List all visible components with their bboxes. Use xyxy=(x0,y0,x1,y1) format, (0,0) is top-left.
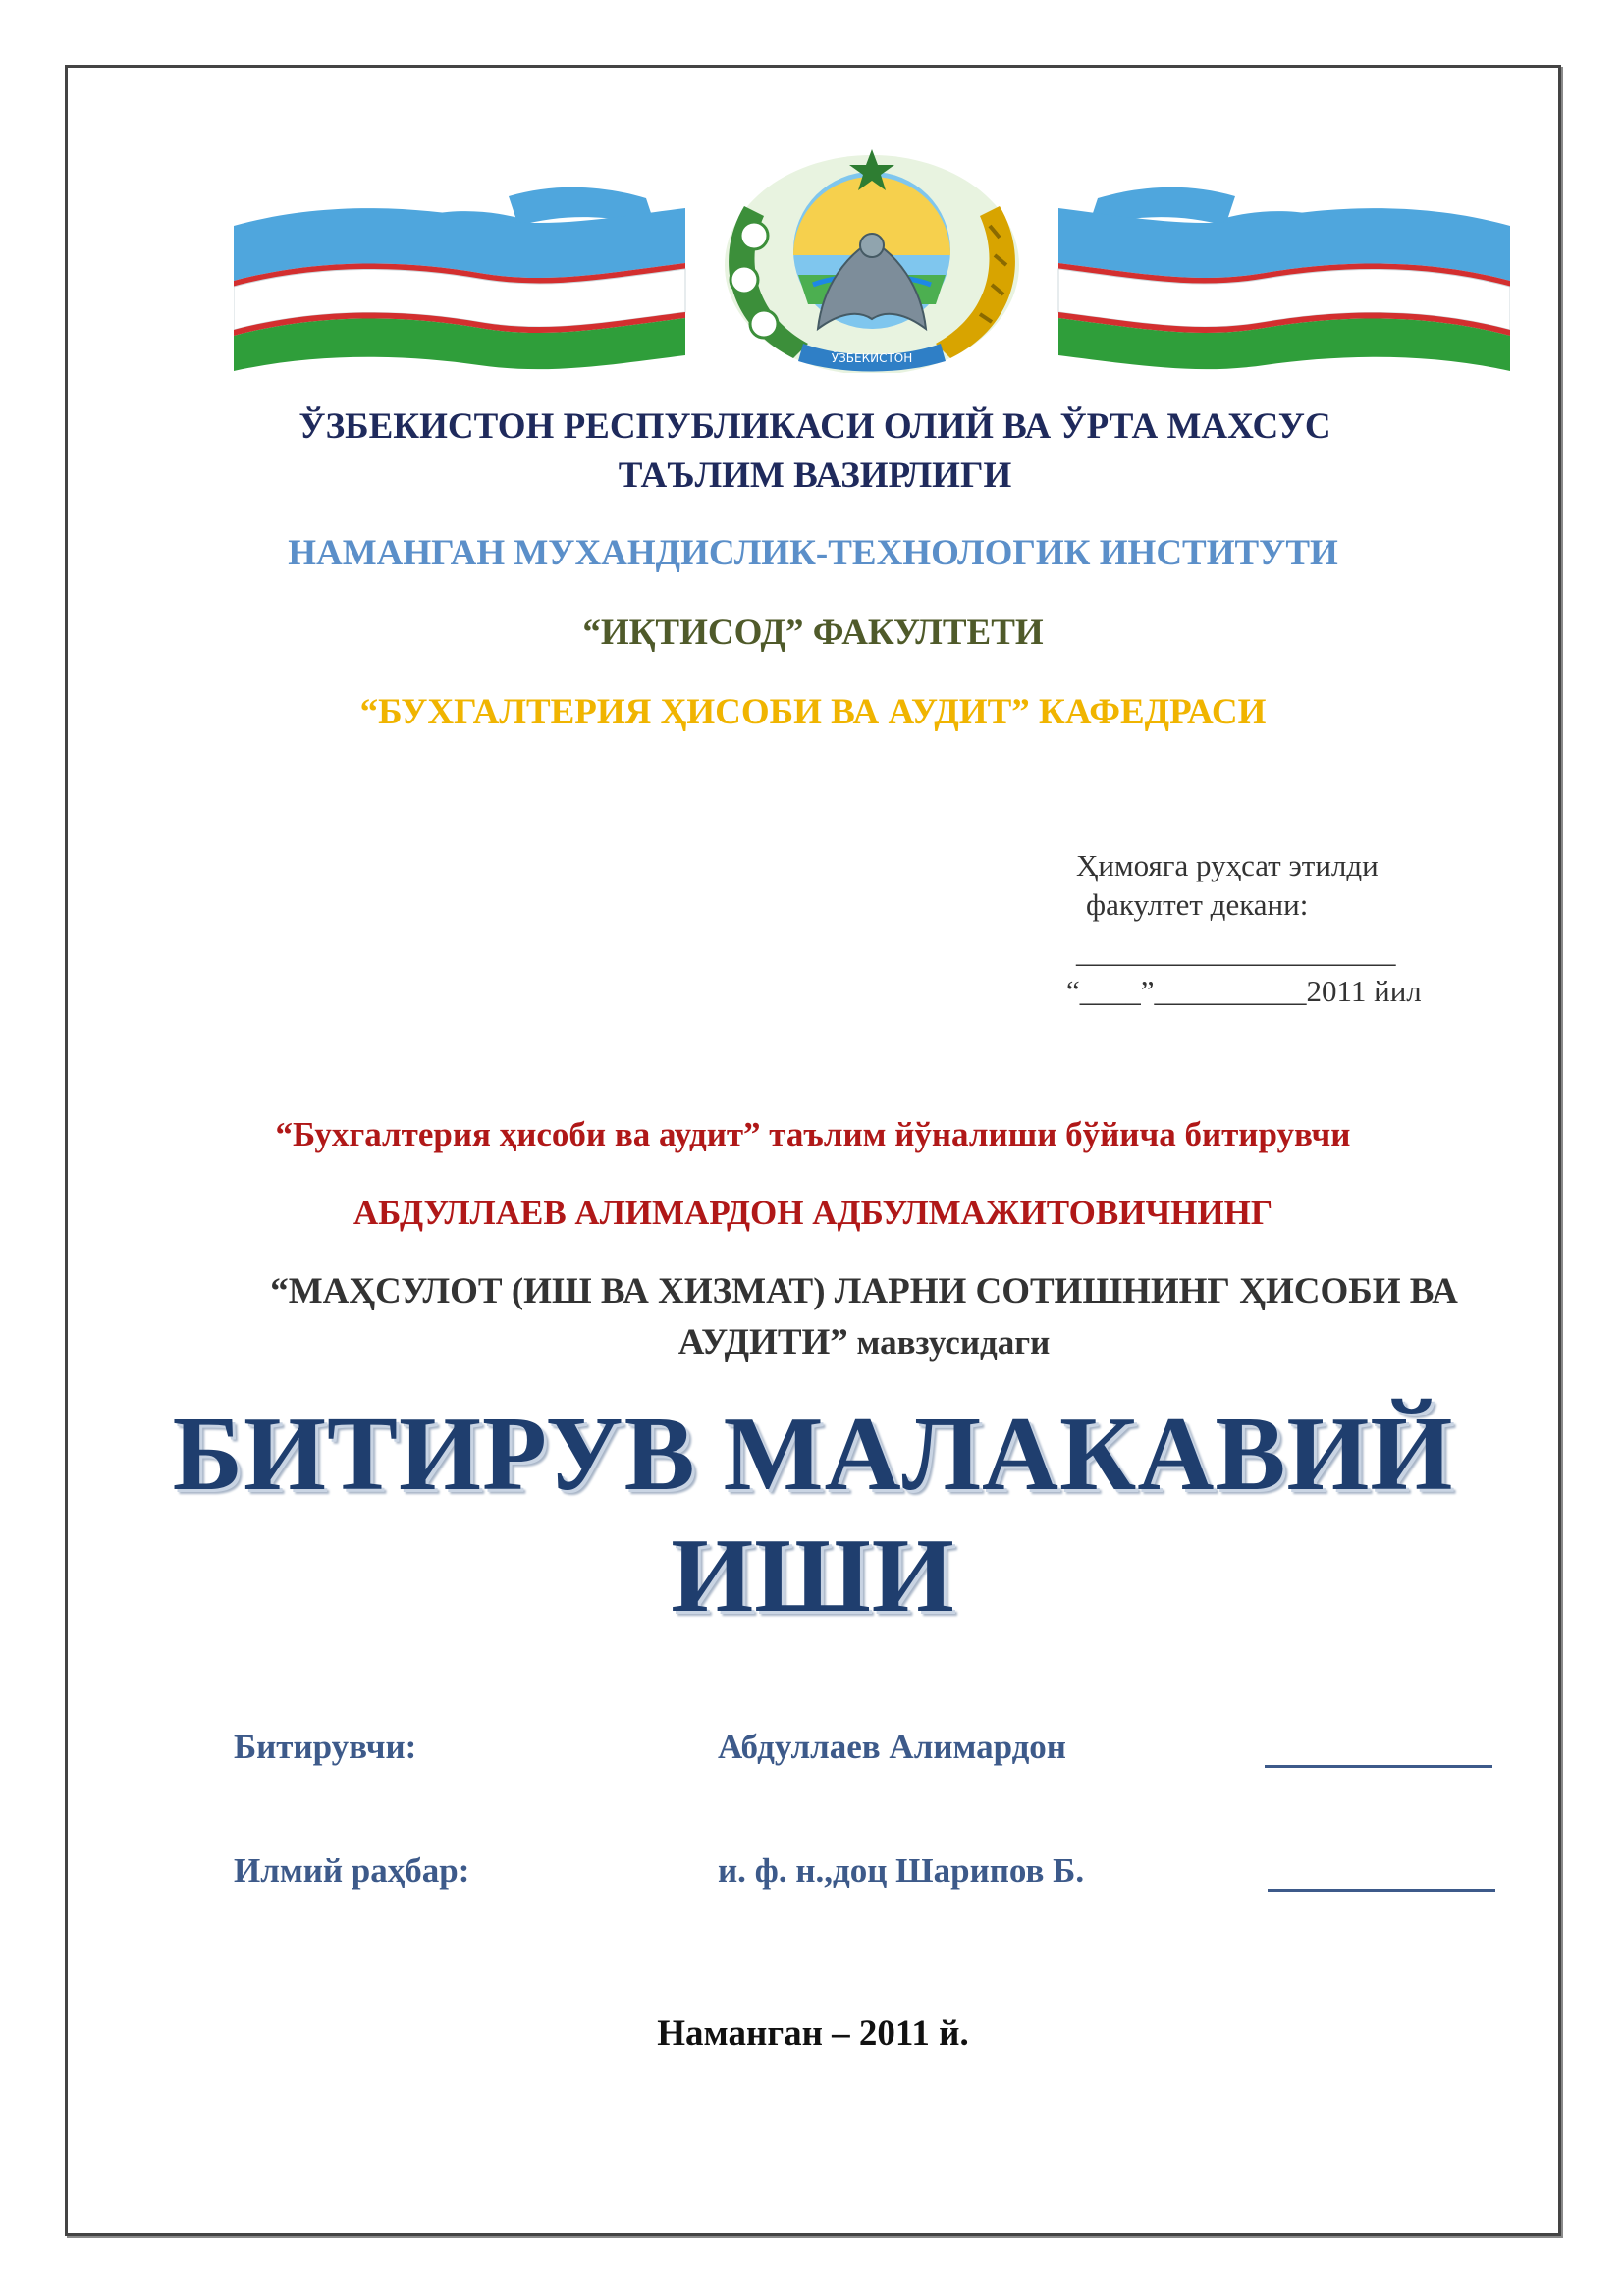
graduate-row xyxy=(234,1728,1510,1777)
left-flag-ribbon xyxy=(234,187,685,371)
institute-heading: НАМАНГАН МУХАНДИСЛИК-ТЕХНОЛОГИК ИНСТИТУТИ xyxy=(288,533,1338,573)
document-title xyxy=(65,1394,1561,1637)
supervisor-name: и. ф. н.,доц Шарипов Б. xyxy=(718,1851,1085,1890)
graduate-label: Битирувчи: xyxy=(234,1728,417,1766)
emblem-icon xyxy=(725,149,1019,373)
thesis-intro: “Бухгалтерия ҳисоби ва аудит” таълим йўналиши бўйича битирувчи xyxy=(275,1115,1351,1153)
department-heading: “БУХГАЛТЕРИЯ ҲИСОБИ ВА АУДИТ” КАФЕДРАСИ xyxy=(359,692,1267,732)
supervisor-label: Илмий раҳбар: xyxy=(234,1851,470,1890)
supervisor-signature-line xyxy=(1268,1851,1495,1892)
approval-block xyxy=(1066,846,1489,1011)
graduate-name: Абдуллаев Алимардон xyxy=(718,1728,1066,1766)
approval-date-line: “____”__________2011 йил xyxy=(1066,974,1422,1008)
right-flag-ribbon xyxy=(1058,187,1510,371)
faculty-heading: “ИҚТИСОД” ФАКУЛТЕТИ xyxy=(582,613,1044,653)
svg-text:ЎЗБЕКИСТОН: ЎЗБЕКИСТОН xyxy=(831,351,913,365)
topic-line-1: “МАҲСУЛОТ (ИШ ВА ХИЗМАТ) ЛАРНИ СОТИШНИНГ ҲИСОБИ ВА xyxy=(270,1271,1458,1311)
ministry-heading: ЎЗБЕКИСТОН РЕСПУБЛИКАСИ ОЛИЙ ВА ЎРТА МАХСУС ТАЪЛИМ ВАЗИРЛИГИ xyxy=(298,406,1331,496)
approval-line-1: Ҳимояга руҳсат этилди xyxy=(1076,848,1379,882)
title-line-1: БИТИРУВ МАЛАКАВИЙ xyxy=(172,1396,1454,1513)
thesis-topic xyxy=(226,1266,1502,1368)
approval-line-2: факултет декани: xyxy=(1086,887,1309,922)
state-emblem-banner xyxy=(234,147,1510,373)
topic-line-2: АУДИТИ” xyxy=(677,1322,848,1362)
graduate-signature-line xyxy=(1265,1728,1492,1768)
student-name: АБДУЛЛАЕВ АЛИМАРДОН АДБУЛМАЖИТОВИЧНИНГ xyxy=(352,1194,1273,1232)
supervisor-row xyxy=(234,1851,1510,1900)
city-year: Наманган – 2011 й. xyxy=(657,2013,969,2054)
title-line-2: ИШИ xyxy=(671,1518,955,1634)
topic-suffix: мавзусидаги xyxy=(847,1323,1051,1362)
dean-signature-line: _____________________ xyxy=(1076,934,1396,969)
